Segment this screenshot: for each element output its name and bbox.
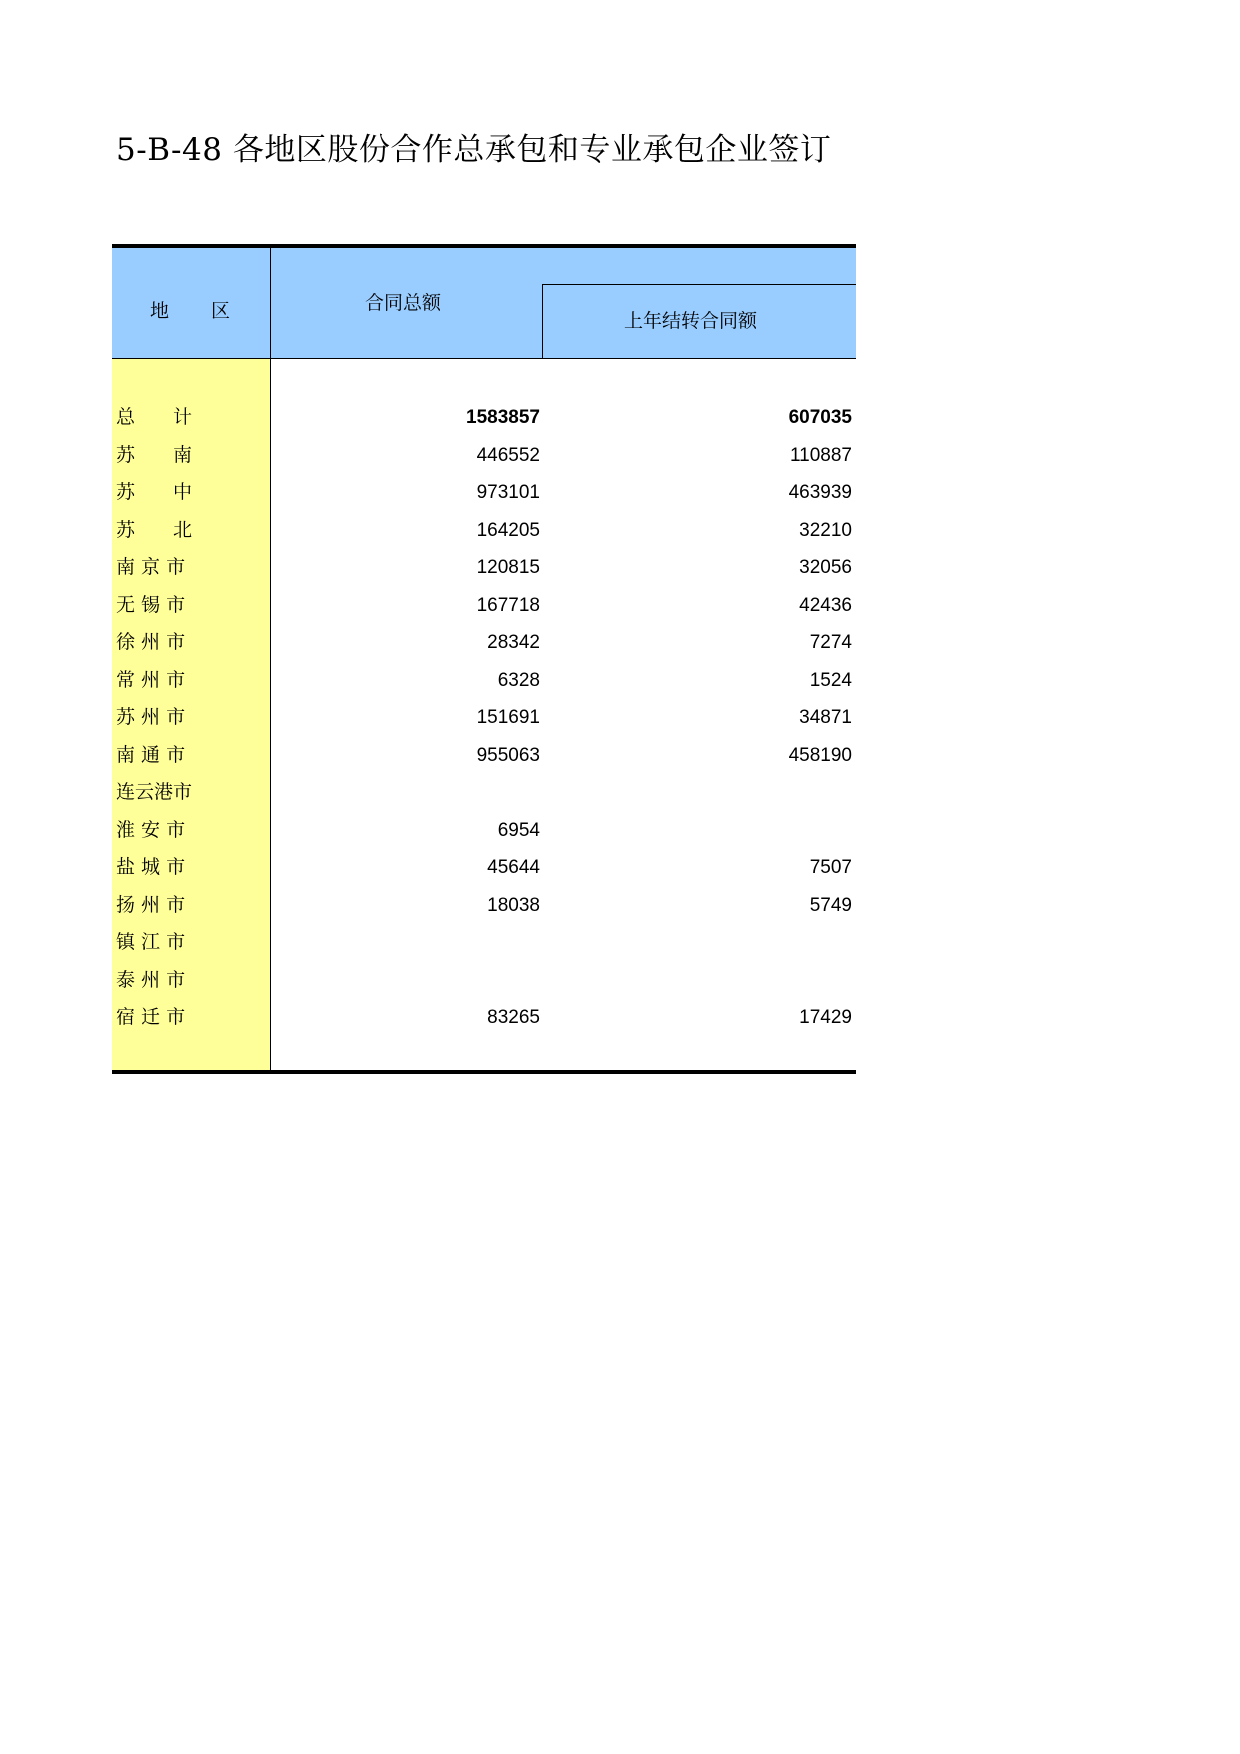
table-row <box>112 437 856 475</box>
region-name: 扬 州 市 <box>116 893 186 916</box>
table-row <box>112 924 856 962</box>
table-row <box>112 999 856 1037</box>
region-name: 南 通 市 <box>116 743 186 766</box>
region-name: 淮 安 市 <box>116 818 186 841</box>
region-name: 宿 迁 市 <box>116 1006 186 1028</box>
total-contract-value: 151691 <box>476 707 540 728</box>
table-row <box>112 849 856 887</box>
total-contract-value: 1583857 <box>466 407 540 428</box>
header-total-label: 合同总额 <box>365 292 442 314</box>
region-name: 常 州 市 <box>116 668 186 691</box>
table-bottom-rule <box>112 1070 856 1074</box>
table-row <box>112 624 856 662</box>
carryover-contract-value: 17429 <box>799 1007 852 1028</box>
table-row <box>112 399 856 437</box>
total-contract-value: 6328 <box>497 669 540 691</box>
table-row <box>112 662 856 700</box>
total-contract-value: 18038 <box>487 894 540 916</box>
table-row <box>112 587 856 625</box>
carryover-contract-value: 32210 <box>799 519 852 541</box>
carryover-contract-value: 7274 <box>809 632 852 653</box>
total-contract-value: 167718 <box>476 594 540 616</box>
region-name: 苏 南 <box>116 443 193 466</box>
region-name: 连云港市 <box>116 781 193 803</box>
carryover-contract-value: 110887 <box>790 444 852 466</box>
region-name: 泰 州 市 <box>116 968 186 991</box>
header-region-char-a: 地 <box>150 300 170 322</box>
table-row <box>112 549 856 587</box>
table-row <box>112 774 856 812</box>
table-row <box>112 812 856 850</box>
table-body <box>112 399 856 1037</box>
data-table <box>112 244 856 1074</box>
region-name: 苏 北 <box>116 518 193 541</box>
table-row <box>112 699 856 737</box>
region-name: 苏 中 <box>116 481 193 503</box>
table-row <box>112 962 856 1000</box>
total-contract-value: 446552 <box>476 444 540 466</box>
carryover-contract-value: 5749 <box>809 894 852 916</box>
region-name: 镇 江 市 <box>116 931 186 953</box>
carryover-contract-value: 1524 <box>809 669 852 691</box>
table-row <box>112 887 856 925</box>
carryover-contract-value: 607035 <box>788 407 852 428</box>
region-name: 无 锡 市 <box>116 593 186 616</box>
region-name: 苏 州 市 <box>116 706 186 728</box>
header-carryover-label: 上年结转合同额 <box>624 310 758 332</box>
header-region-label <box>150 296 230 323</box>
total-contract-value: 83265 <box>487 1007 540 1028</box>
page-title: 5-B-48 各地区股份合作总承包和专业承包企业签订 <box>116 132 832 168</box>
carryover-contract-value: 32056 <box>799 557 852 578</box>
carryover-contract-value: 42436 <box>799 594 852 616</box>
carryover-contract-value: 7507 <box>809 857 852 878</box>
region-name: 南 京 市 <box>116 556 186 578</box>
total-contract-value: 955063 <box>476 744 540 766</box>
carryover-contract-value: 458190 <box>788 744 852 766</box>
total-contract-value: 120815 <box>476 557 540 578</box>
region-name: 盐 城 市 <box>116 856 186 878</box>
total-contract-value: 973101 <box>476 482 540 503</box>
carryover-contract-value: 34871 <box>799 707 852 728</box>
header-region-char-b: 区 <box>211 300 231 322</box>
table-row <box>112 474 856 512</box>
total-contract-value: 28342 <box>487 632 540 653</box>
total-contract-value: 6954 <box>497 819 540 841</box>
region-name: 徐 州 市 <box>116 631 186 653</box>
region-name: 总 计 <box>116 406 193 428</box>
carryover-contract-value: 463939 <box>788 482 852 503</box>
table-row <box>112 737 856 775</box>
total-contract-value: 164205 <box>476 519 540 541</box>
total-contract-value: 45644 <box>487 857 540 878</box>
header-region-cell <box>112 248 271 358</box>
table-row <box>112 512 856 550</box>
